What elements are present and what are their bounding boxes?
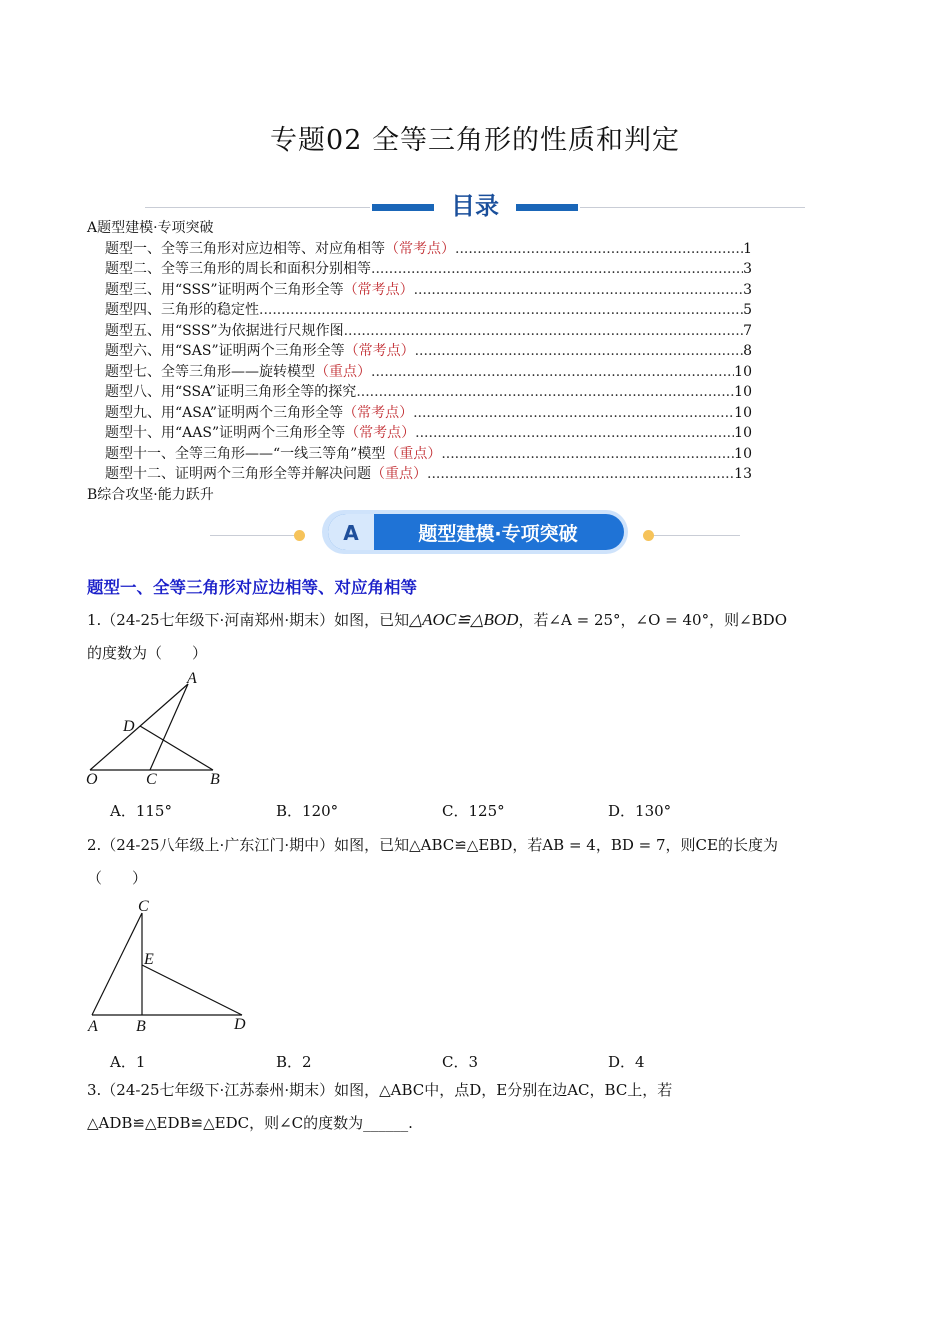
q1-label-o: O — [86, 771, 98, 788]
q2-label-b: B — [136, 1018, 146, 1035]
table-of-contents — [87, 218, 752, 505]
banner-dot-right — [643, 530, 654, 541]
q1-option-a[interactable]: A．115° — [110, 802, 172, 820]
q1-condition: ，若∠A = 25°，∠O = 40°，则∠BDO — [518, 611, 788, 629]
q2-text: 2.（24-25八年级上·广东江门·期中）如图，已知△ABC≌△EBD，若AB = 4，BD = 7，则CE的长度为 — [87, 836, 778, 854]
q1-label-d: D — [123, 718, 135, 735]
toc-item[interactable]: 题型十一、全等三角形——“一线三等角”模型 （重点） ..... 10 — [87, 444, 752, 465]
banner-dot-left — [294, 530, 305, 541]
q2-option-a[interactable]: A．1 — [110, 1053, 146, 1071]
q1-prefix: 1.（24-25七年级下·河南郑州·期末）如图，已知 — [87, 611, 410, 629]
banner-line-right — [650, 535, 740, 536]
page-title: 专题02 全等三角形的性质和判定 — [270, 125, 680, 156]
q2-option-b[interactable]: B．2 — [276, 1053, 312, 1071]
q2-option-d[interactable]: D．4 — [608, 1053, 645, 1071]
q1-option-b[interactable]: B．120° — [276, 802, 339, 820]
q2-line2: （ ） — [87, 869, 148, 887]
toc-part-b[interactable]: B综合攻坚·能力跃升 — [87, 486, 214, 503]
toc-item[interactable]: 题型十、用“AAS”证明两个三角形全等 （常考点） ..... 10 — [87, 423, 752, 444]
toc-item[interactable]: 题型五、用“SSS”为依据进行尺规作图 ..... 7 — [87, 321, 752, 342]
q2-label-c: C — [138, 898, 149, 915]
q1-line2: 的度数为（ ） — [87, 644, 208, 662]
toc-item[interactable]: 题型三、用“SSS”证明两个三角形全等 （常考点） ..... 3 — [87, 280, 752, 301]
q1-option-d[interactable]: D．130° — [608, 802, 672, 820]
toc-item[interactable]: 题型一、全等三角形对应边相等、对应角相等 （常考点） ..... 1 — [87, 239, 752, 260]
question-3 — [87, 1074, 867, 1140]
section-heading: 题型一、全等三角形对应边相等、对应角相等 — [87, 578, 417, 597]
toc-item[interactable]: 题型四、三角形的稳定性 ..... 5 — [87, 300, 752, 321]
q1-label-a: A — [187, 670, 197, 687]
toc-heading: 目录 — [451, 192, 499, 220]
q2-option-c[interactable]: C．3 — [442, 1053, 479, 1071]
q1-options — [110, 800, 774, 821]
banner-text: 题型建模·专项突破 — [418, 523, 578, 545]
section-banner — [322, 510, 628, 554]
q3-line1: 3.（24-25七年级下·江苏泰州·期末）如图，△ABC中，点D，E分别在边AC，BC上，若 — [87, 1081, 673, 1099]
q3-line2: △ADB≌△EDB≌△EDC，则∠C的度数为______. — [87, 1114, 413, 1132]
q2-options — [110, 1051, 774, 1072]
question-1 — [87, 603, 867, 670]
toc-item[interactable]: 题型十二、证明两个三角形全等并解决问题 （重点） ..... 13 — [87, 464, 752, 485]
banner-letter: A — [343, 521, 359, 545]
q2-label-e: E — [144, 951, 154, 968]
toc-item[interactable]: 题型八、用“SSA”证明三角形全等的探究 ..... 10 — [87, 382, 752, 403]
q1-label-c: C — [146, 771, 157, 788]
toc-item[interactable]: 题型二、全等三角形的周长和面积分别相等 ..... 3 — [87, 259, 752, 280]
toc-item[interactable]: 题型九、用“ASA”证明两个三角形全等 （常考点） ..... 10 — [87, 403, 752, 424]
q1-congruence: △AOC≌△BOD — [409, 610, 519, 629]
toc-item[interactable]: 题型七、全等三角形——旋转模型 （重点） ..... 10 — [87, 362, 752, 383]
banner-line-left — [210, 535, 300, 536]
toc-part-a[interactable]: A题型建模·专项突破 — [87, 220, 214, 236]
q2-label-a: A — [88, 1018, 98, 1035]
q2-figure — [80, 893, 270, 1043]
q1-figure — [80, 668, 240, 790]
q2-label-d: D — [234, 1016, 246, 1033]
q1-label-b: B — [210, 771, 220, 788]
q1-option-c[interactable]: C．125° — [442, 802, 505, 820]
toc-item[interactable]: 题型六、用“SAS”证明两个三角形全等 （常考点） ..... 8 — [87, 341, 752, 362]
question-2 — [87, 829, 867, 895]
